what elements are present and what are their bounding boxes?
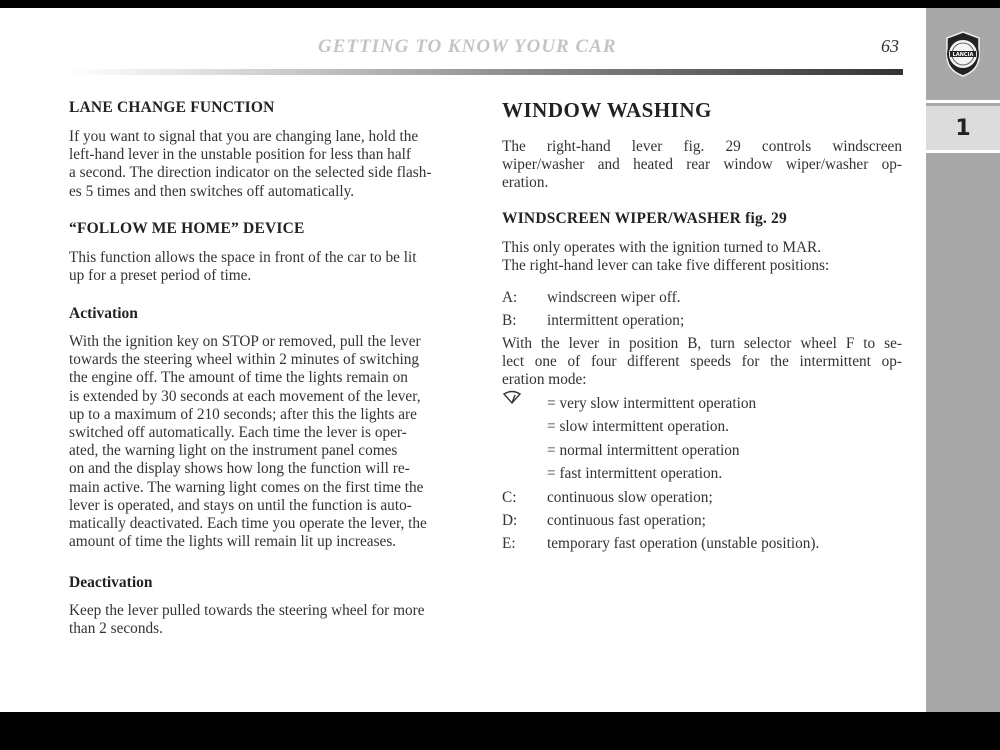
position-d — [502, 512, 706, 530]
wiper-icon — [502, 390, 522, 406]
text-line: es 5 times and then switches off automatically. — [69, 182, 355, 200]
text-line: With the lever in position B, turn selector wheel F to se- — [502, 335, 902, 352]
text-line: eration mode: — [502, 371, 587, 389]
position-text: temporary fast operation (unstable position). — [547, 535, 820, 552]
activation-heading: Activation — [69, 305, 138, 322]
position-b — [502, 312, 684, 330]
text-line: the engine off. The amount of time the lights remain on — [69, 369, 408, 387]
text-line: up to a maximum of 210 seconds; after this the lights are — [69, 405, 417, 423]
position-label: B: — [502, 312, 517, 329]
position-label: D: — [502, 512, 518, 529]
text-line: left-hand lever in the unstable position for less than half — [69, 146, 411, 164]
text-line: The right-hand lever can take five different positions: — [502, 257, 830, 275]
text-line: The right-hand lever fig. 29 controls windscreen — [502, 138, 902, 155]
sidebar-divider — [926, 100, 1000, 103]
text-line: on and the display shows how long the function will re- — [69, 460, 410, 478]
page-number: 63 — [881, 36, 899, 56]
speed-very-slow: = very slow intermittent operation — [547, 395, 757, 412]
sidebar-divider — [926, 150, 1000, 153]
text-line: amount of time the lights will remain lit up increases. — [69, 533, 397, 551]
position-a — [502, 289, 681, 307]
text-line: lect one of four different speeds for the intermittent op- — [502, 353, 902, 371]
activation-text — [69, 333, 469, 551]
window-washing-text — [502, 138, 902, 193]
text-line: With the ignition key on STOP or removed, pull the lever — [69, 333, 421, 350]
lane-change-text — [69, 128, 469, 201]
follow-me-text — [69, 249, 469, 285]
speed-slow: = slow intermittent operation. — [547, 418, 729, 435]
wiper-intro — [502, 239, 902, 275]
chapter-number[interactable]: 1 — [926, 106, 1000, 150]
lancia-logo-icon — [941, 30, 985, 78]
manual-page — [0, 8, 1000, 712]
deactivation-heading: Deactivation — [69, 574, 153, 591]
position-c — [502, 489, 713, 507]
position-label: C: — [502, 489, 517, 506]
text-line: up for a preset period of time. — [69, 267, 252, 285]
speed-fast: = fast intermittent operation. — [547, 465, 723, 482]
running-title: GETTING TO KNOW YOUR CAR — [318, 36, 617, 57]
text-line: a second. The direction indicator on the selected side flash- — [69, 164, 432, 182]
text-line: This function allows the space in front of the car to be lit — [69, 249, 417, 266]
position-text: windscreen wiper off. — [547, 289, 681, 306]
text-line: main active. The warning light comes on the first time the — [69, 478, 424, 496]
text-line: is extended by 30 seconds at each movement of the lever, — [69, 387, 421, 405]
selector-text — [502, 335, 902, 390]
chapter-sidebar — [926, 8, 1000, 712]
wiper-heading: WINDSCREEN WIPER/WASHER fig. 29 — [502, 210, 787, 227]
deactivation-text — [69, 602, 469, 638]
text-line: switched off automatically. Each time the lever is oper- — [69, 424, 407, 442]
follow-me-heading: “FOLLOW ME HOME” DEVICE — [69, 220, 305, 237]
text-line: This only operates with the ignition turned to MAR. — [502, 239, 822, 256]
text-line: matically deactivated. Each time you operate the lever, the — [69, 515, 427, 533]
text-line: If you want to signal that you are changing lane, hold the — [69, 128, 419, 145]
window-washing-heading: WINDOW WASHING — [502, 98, 712, 122]
text-line: wiper/washer and heated rear window wiper/washer op- — [502, 156, 902, 174]
lane-change-heading: LANE CHANGE FUNCTION — [69, 99, 275, 116]
position-label: E: — [502, 535, 516, 552]
text-line: Keep the lever pulled towards the steering wheel for more — [69, 602, 425, 619]
text-line: lever is operated, and stays on until the function is auto- — [69, 496, 412, 514]
position-text: intermittent operation; — [547, 312, 685, 329]
logo-box — [926, 8, 1000, 100]
position-text: continuous slow operation; — [547, 489, 713, 506]
text-line: than 2 seconds. — [69, 620, 163, 638]
text-line: ated, the warning light on the instrument panel comes — [69, 442, 398, 460]
header-rule — [69, 69, 903, 75]
speed-normal: = normal intermittent operation — [547, 442, 740, 459]
svg-text:LANCIA: LANCIA — [952, 52, 974, 58]
position-text: continuous fast operation; — [547, 512, 706, 529]
position-e — [502, 535, 819, 553]
position-label: A: — [502, 289, 518, 306]
text-line: towards the steering wheel within 2 minutes of switching — [69, 351, 420, 369]
text-line: eration. — [502, 174, 549, 192]
